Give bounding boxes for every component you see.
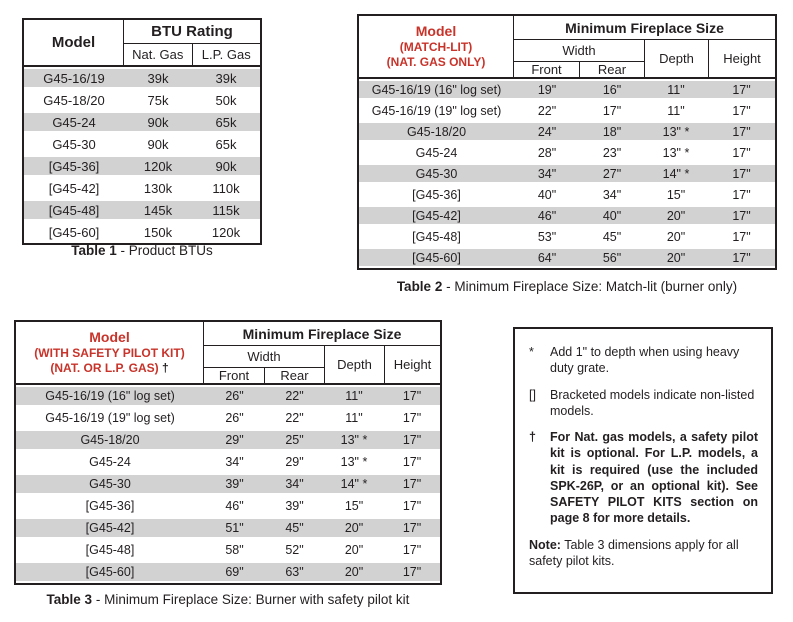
cell-depth: 20" xyxy=(344,521,364,535)
table-row xyxy=(24,155,260,177)
table-row xyxy=(24,133,260,155)
table-row xyxy=(16,385,440,407)
cell-rear: 25" xyxy=(285,433,304,447)
table2-caption-text: - Minimum Fireplace Size: Match-lit (burner only) xyxy=(442,279,738,294)
cell-height: 17" xyxy=(732,103,751,118)
cell-model: [G45-60] xyxy=(48,224,100,240)
cell-model: G45-16/19 (19" log set) xyxy=(45,411,175,425)
cell-depth: 20" xyxy=(344,565,364,579)
footnote-marker: * xyxy=(529,345,534,359)
cell-depth: 13" * xyxy=(662,145,690,160)
table3-header-height: Height xyxy=(384,346,440,383)
table-row xyxy=(359,226,775,247)
footnote-text: For Nat. gas models, a safety pilot kit is optional. For L.P. models, a kit is required (use the included SPK-26P, or an optional kit). See SAFETY PILOT KITS section on page 8 for more details. xyxy=(550,430,758,526)
cell-nat: 75k xyxy=(147,92,169,108)
table3-header-rear: Rear xyxy=(280,368,309,383)
cell-height: 17" xyxy=(732,145,751,160)
cell-height: 17" xyxy=(732,82,751,97)
cell-model: [G45-48] xyxy=(412,229,461,244)
cell-height: 17" xyxy=(402,499,422,513)
cell-height: 17" xyxy=(402,433,422,447)
footnote-marker: [] xyxy=(529,387,536,402)
table3-header-model xyxy=(16,322,204,383)
cell-nat: 90k xyxy=(147,136,169,152)
table-product-btus xyxy=(22,18,262,245)
cell-nat: 120k xyxy=(143,158,173,174)
table2-header xyxy=(359,16,775,79)
cell-nat: 145k xyxy=(143,202,173,218)
cell-front: 53" xyxy=(537,229,557,244)
cell-front: 26" xyxy=(225,389,244,403)
cell-rear: 27" xyxy=(602,166,622,181)
cell-front: 22" xyxy=(537,103,557,118)
cell-front: 40" xyxy=(537,187,557,202)
cell-rear: 16" xyxy=(602,82,622,97)
cell-model: [G45-42] xyxy=(48,180,100,196)
cell-model: G45-24 xyxy=(89,455,131,469)
table1-header-lp-gas: L.P. Gas xyxy=(201,47,251,62)
cell-height: 17" xyxy=(402,477,422,491)
cell-lp: 65k xyxy=(215,114,237,130)
cell-rear: 17" xyxy=(602,103,622,118)
table3-header-size-title: Minimum Fireplace Size xyxy=(204,322,440,346)
table3-header xyxy=(16,322,440,385)
table2-header-width: Width xyxy=(514,40,644,62)
cell-height: 17" xyxy=(732,250,751,265)
cell-front: 39" xyxy=(225,477,244,491)
cell-model: G45-18/20 xyxy=(80,433,140,447)
table-row xyxy=(16,451,440,473)
cell-height: 17" xyxy=(402,455,422,469)
cell-depth: 11" xyxy=(345,411,363,425)
footnotes-box xyxy=(513,327,773,594)
table-row xyxy=(359,247,775,268)
table1-header xyxy=(24,20,260,67)
table-row xyxy=(16,429,440,451)
cell-height: 17" xyxy=(402,521,422,535)
footnote-final xyxy=(529,537,758,570)
table3-header-front: Front xyxy=(204,368,265,383)
cell-model: [G45-48] xyxy=(85,543,135,557)
cell-front: 64" xyxy=(537,250,557,265)
cell-front: 24" xyxy=(537,124,557,139)
cell-depth: 13" * xyxy=(340,455,368,469)
cell-front: 46" xyxy=(537,208,557,223)
cell-lp: 110k xyxy=(212,180,240,196)
table-row xyxy=(16,473,440,495)
table-row xyxy=(359,205,775,226)
table3-header-depth: Depth xyxy=(324,346,384,383)
table2-header-model xyxy=(359,16,514,77)
table2-model-line1: Model xyxy=(415,22,457,39)
cell-model: G45-18/20 xyxy=(43,92,105,108)
cell-rear: 23" xyxy=(602,145,622,160)
table-row xyxy=(24,89,260,111)
cell-rear: 45" xyxy=(285,521,304,535)
table-row xyxy=(16,495,440,517)
cell-model: G45-16/19 (19" log set) xyxy=(371,103,502,118)
cell-rear: 34" xyxy=(285,477,304,491)
table-row xyxy=(16,407,440,429)
footnote-marker: † xyxy=(529,430,536,444)
cell-front: 58" xyxy=(225,543,244,557)
cell-model: [G45-48] xyxy=(48,202,100,218)
cell-depth: 13" * xyxy=(340,433,368,447)
cell-rear: 39" xyxy=(285,499,304,513)
footnote-text: Add 1" to depth when using heavy duty grate. xyxy=(550,345,740,376)
table-row xyxy=(16,517,440,539)
cell-model: [G45-42] xyxy=(85,521,135,535)
cell-model: G45-30 xyxy=(52,136,96,152)
table3-header-width: Width xyxy=(204,346,324,368)
cell-model: G45-18/20 xyxy=(406,124,467,139)
cell-height: 17" xyxy=(402,543,422,557)
cell-lp: 90k xyxy=(215,158,237,174)
footnote-final-text: Table 3 dimensions apply for all safety pilot kits. xyxy=(529,537,739,568)
table-row xyxy=(16,539,440,561)
cell-depth: 20" xyxy=(666,208,686,223)
table-row xyxy=(24,111,260,133)
cell-depth: 11" xyxy=(667,82,685,97)
cell-rear: 63" xyxy=(285,565,304,579)
cell-front: 46" xyxy=(225,499,244,513)
cell-front: 34" xyxy=(537,166,557,181)
table2-header-front: Front xyxy=(514,62,580,77)
cell-nat: 90k xyxy=(147,114,169,130)
footnote-item xyxy=(529,429,758,527)
table-row xyxy=(359,100,775,121)
table3-caption xyxy=(14,592,442,607)
cell-depth: 13" * xyxy=(662,124,690,139)
cell-model: [G45-36] xyxy=(412,187,461,202)
cell-depth: 14" * xyxy=(340,477,368,491)
table2-model-line3: (NAT. GAS ONLY) xyxy=(386,55,486,70)
cell-nat: 150k xyxy=(143,224,173,240)
cell-height: 17" xyxy=(402,411,422,425)
table3-model-line2: (WITH SAFETY PILOT KIT) xyxy=(34,346,185,361)
cell-front: 26" xyxy=(225,411,244,425)
table1-caption xyxy=(22,243,262,258)
table-row xyxy=(24,221,260,243)
table3-model-line1: Model xyxy=(89,328,130,345)
cell-rear: 22" xyxy=(285,389,304,403)
footnote-text: Bracketed models indicate non-listed models. xyxy=(550,387,755,418)
cell-front: 28" xyxy=(537,145,557,160)
table3-caption-text: - Minimum Fireplace Size: Burner with safety pilot kit xyxy=(92,592,410,607)
table-row xyxy=(359,163,775,184)
cell-height: 17" xyxy=(402,565,422,579)
footnote-item xyxy=(529,344,758,377)
cell-rear: 29" xyxy=(285,455,304,469)
cell-model: G45-16/19 (16" log set) xyxy=(371,82,502,97)
cell-model: G45-24 xyxy=(415,145,458,160)
table-min-fireplace-size-safety-pilot xyxy=(14,320,442,585)
cell-model: G45-24 xyxy=(52,114,96,130)
cell-model: G45-16/19 xyxy=(43,70,105,86)
table2-header-size-title: Minimum Fireplace Size xyxy=(514,16,775,40)
cell-model: [G45-60] xyxy=(412,250,461,265)
cell-front: 69" xyxy=(225,565,244,579)
cell-depth: 20" xyxy=(666,229,686,244)
table2-body xyxy=(359,79,775,268)
cell-nat: 39k xyxy=(147,70,169,86)
table-row xyxy=(24,199,260,221)
dagger-symbol: † xyxy=(158,361,169,376)
cell-rear: 52" xyxy=(285,543,304,557)
cell-rear: 18" xyxy=(602,124,622,139)
cell-lp: 115k xyxy=(212,202,240,218)
cell-model: [G45-36] xyxy=(48,158,100,174)
cell-lp: 50k xyxy=(215,92,237,108)
footnotes-list xyxy=(529,344,758,527)
table-min-fireplace-size-match-lit xyxy=(357,14,777,270)
cell-model: [G45-42] xyxy=(412,208,461,223)
table2-header-rear: Rear xyxy=(597,62,627,77)
table-row xyxy=(359,184,775,205)
table-row xyxy=(359,79,775,100)
cell-rear: 22" xyxy=(285,411,304,425)
cell-model: G45-16/19 (16" log set) xyxy=(45,389,175,403)
table2-caption xyxy=(357,279,777,294)
cell-rear: 40" xyxy=(602,208,622,223)
cell-model: [G45-60] xyxy=(85,565,135,579)
cell-depth: 11" xyxy=(345,389,363,403)
table2-header-height: Height xyxy=(708,40,775,77)
table3-model-line3: (NAT. OR L.P. GAS) † xyxy=(50,361,169,376)
table-row xyxy=(359,142,775,163)
cell-rear: 45" xyxy=(602,229,622,244)
table1-caption-label: Table 1 xyxy=(71,243,117,258)
cell-depth: 15" xyxy=(666,187,686,202)
cell-height: 17" xyxy=(732,208,751,223)
cell-depth: 15" xyxy=(344,499,364,513)
table2-caption-label: Table 2 xyxy=(396,279,443,294)
cell-depth: 14" * xyxy=(662,166,690,181)
cell-nat: 130k xyxy=(143,180,173,196)
table2-model-line2: (MATCH-LIT) xyxy=(399,40,473,55)
cell-depth: 20" xyxy=(344,543,364,557)
cell-height: 17" xyxy=(402,389,422,403)
table3-body xyxy=(16,385,440,583)
cell-front: 19" xyxy=(537,82,557,97)
cell-lp: 39k xyxy=(215,70,237,86)
table1-header-nat-gas: Nat. Gas xyxy=(124,44,193,65)
table-row xyxy=(24,177,260,199)
table-row xyxy=(24,67,260,89)
table3-caption-label: Table 3 xyxy=(46,592,93,607)
cell-model: [G45-36] xyxy=(85,499,135,513)
cell-model: G45-30 xyxy=(415,166,458,181)
cell-height: 17" xyxy=(732,229,751,244)
table2-header-depth: Depth xyxy=(644,40,708,77)
cell-front: 34" xyxy=(225,455,244,469)
cell-rear: 56" xyxy=(602,250,622,265)
table-row xyxy=(16,561,440,583)
cell-height: 17" xyxy=(732,187,751,202)
cell-depth: 20" xyxy=(666,250,686,265)
table1-header-model: Model xyxy=(24,20,124,65)
table1-body xyxy=(24,67,260,243)
table1-header-btu-rating: BTU Rating xyxy=(124,20,260,44)
cell-depth: 11" xyxy=(667,103,685,118)
cell-rear: 34" xyxy=(602,187,622,202)
footnote-final-label: Note: xyxy=(529,537,561,552)
table-row xyxy=(359,121,775,142)
cell-front: 51" xyxy=(225,521,244,535)
table1-caption-text: - Product BTUs xyxy=(116,243,213,258)
cell-height: 17" xyxy=(732,166,751,181)
cell-lp: 65k xyxy=(215,136,237,152)
cell-model: G45-30 xyxy=(89,477,131,491)
cell-lp: 120k xyxy=(211,224,241,240)
footnote-item xyxy=(529,387,758,420)
cell-height: 17" xyxy=(732,124,751,139)
cell-front: 29" xyxy=(225,433,244,447)
